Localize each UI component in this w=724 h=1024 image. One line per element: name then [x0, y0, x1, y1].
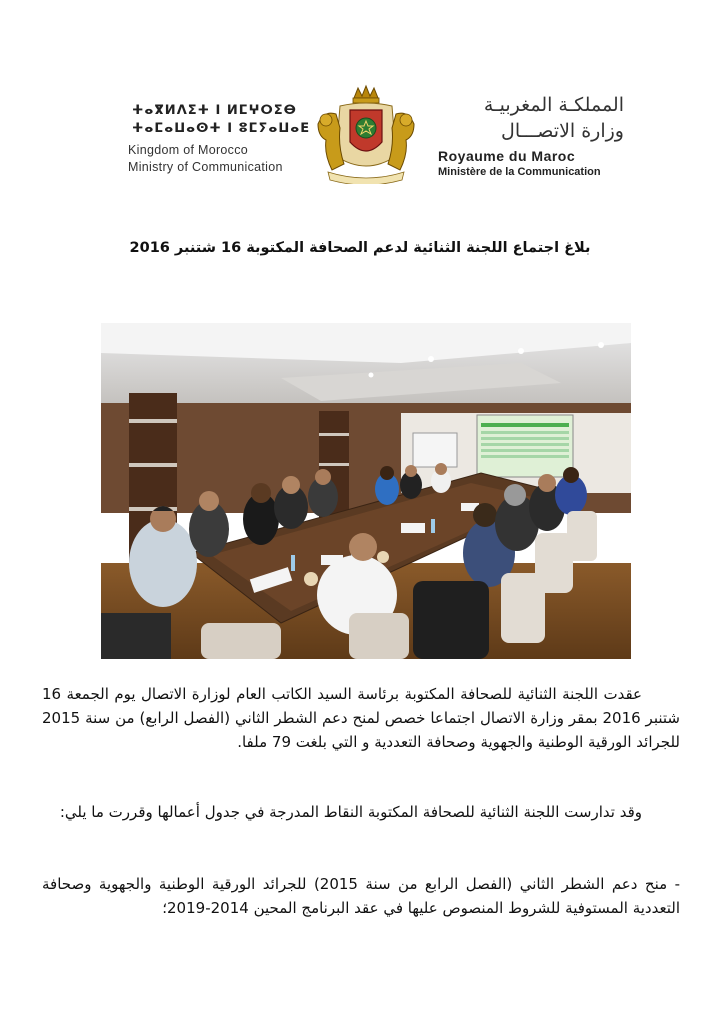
tifinagh-line-2: ⵜⴰⵎⴰⵡⴰⵙⵜ ⵏ ⵓⵎⵢⴰⵡⴰⴹ [132, 121, 311, 136]
document-title: بلاغ اجتماع اللجنة الثنائية لدعم الصحافة المكتوبة 16 شتنبر 2016 [129, 240, 591, 256]
tifinagh-line-1: ⵜⴰⴳⵍⴷⵉⵜ ⵏ ⵍⵎⵖⵔⵉⴱ [132, 103, 297, 118]
english-line-2: Ministry of Communication [128, 160, 283, 174]
meeting-room-photo-icon [101, 323, 631, 659]
french-line-2: Ministère de la Communication [438, 166, 601, 178]
paragraph-agenda-text: وقد تدارست اللجنة الثنائية للصحافة المكتوبة النقاط المدرجة في جدول أعمالها وقررت ما يلي: [59, 803, 642, 821]
paragraph-meeting-text: عقدت اللجنة الثنائية للصحافة المكتوبة برئاسة السيد الكاتب العام لوزارة الاتصال يوم الجمعة 16 شتنبر 2016 بمقر وزارة الاتصال اجتماعا خصص لمنح دعم الشطر الثاني (الفصل الرابع) من سنة 2015 للجرائد الورقية الوطنية والجهوية وصحافة التعددية و التي بلغت 79 ملفا. [42, 685, 680, 751]
arabic-line-2: وزارة الاتصـــال [501, 120, 624, 142]
french-line-1: Royaume du Maroc [438, 148, 576, 164]
arabic-name [484, 92, 624, 144]
paragraph-meeting [42, 682, 680, 754]
letterhead [0, 78, 724, 198]
arabic-line-1: المملكـة المغربيـة [483, 94, 624, 116]
french-name [438, 148, 601, 180]
tifinagh-name [132, 102, 310, 138]
morocco-coat-of-arms-icon [310, 84, 422, 184]
english-name [128, 142, 283, 176]
english-line-1: Kingdom of Morocco [128, 143, 249, 157]
paragraph-decision: - منح دعم الشطر الثاني (الفصل الرابع من سنة 2015) للجرائد الورقية الوطنية والجهوية وصحافة التعددية المستوفية للشروط المنصوص عليها في عقد البرنامج المحين 2014-2019؛ [42, 875, 680, 917]
paragraph-agenda [42, 800, 680, 824]
